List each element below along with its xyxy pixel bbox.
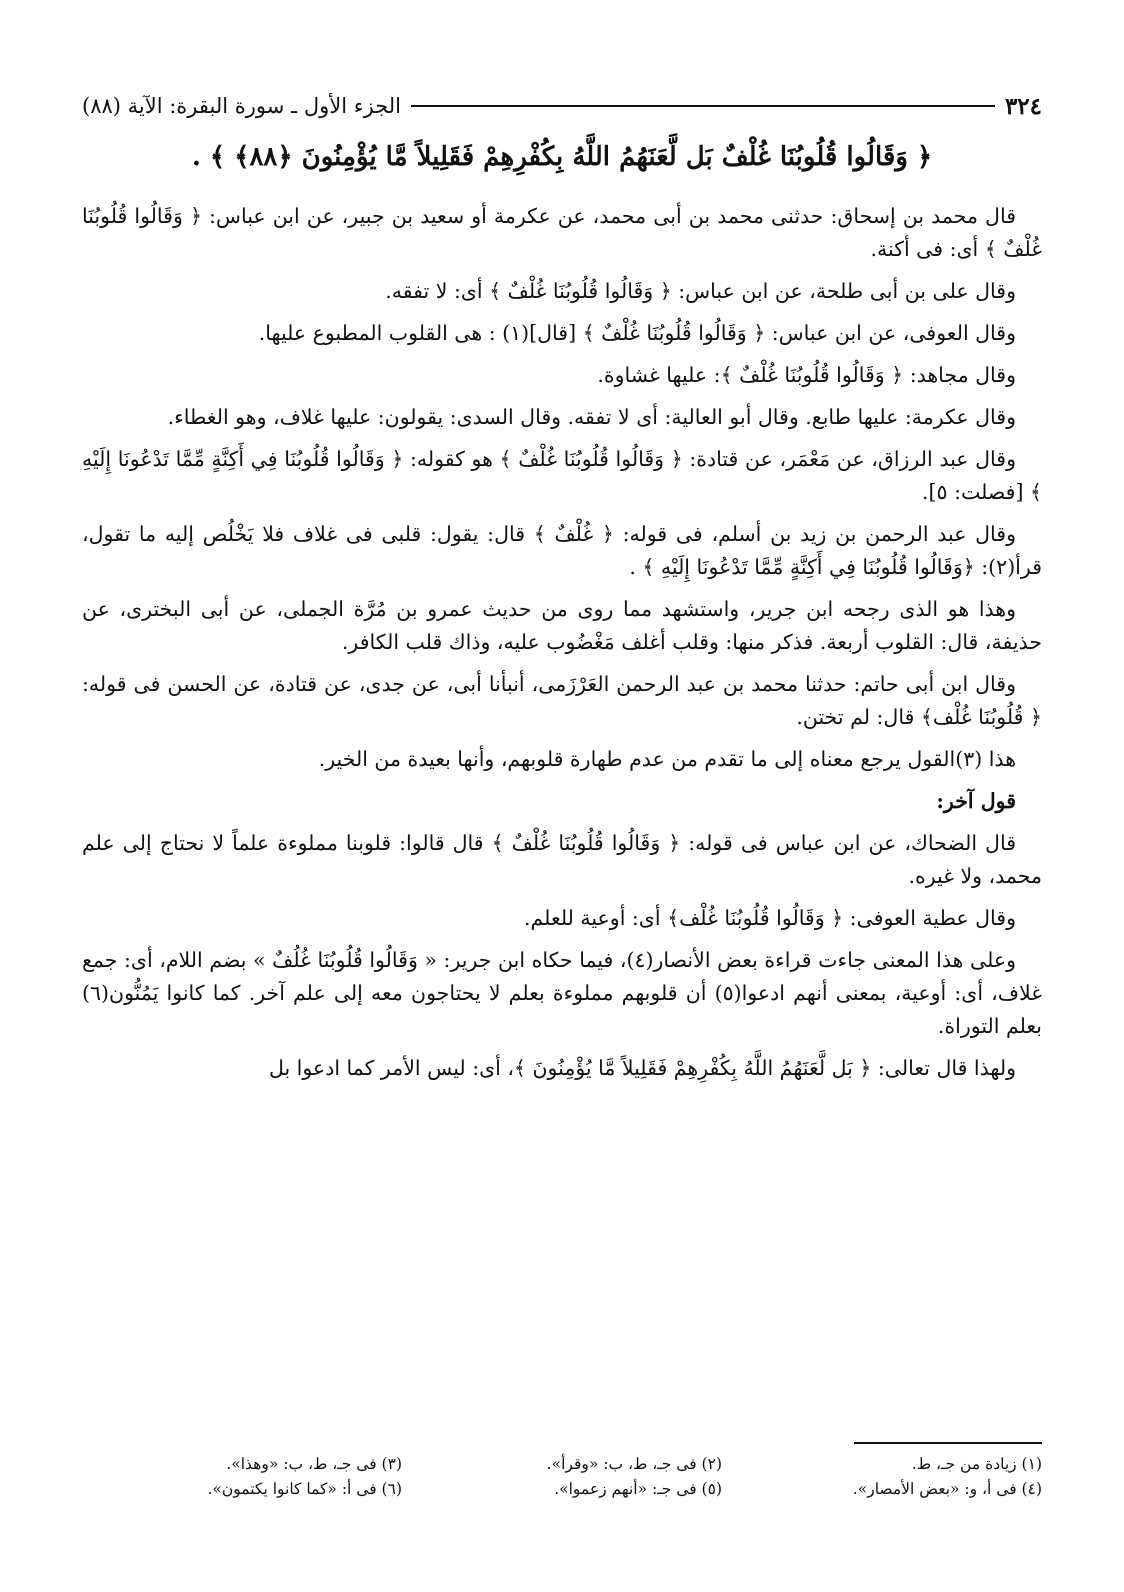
paragraph: قال الضحاك، عن ابن عباس فى قوله: ﴿ وَقَالُوا قُلُوبُنَا غُلْفٌ ﴾ قال قالوا: قلوبنا مملوءة علماً لا نحتاج إلى علم محمد، ولا غيره. xyxy=(82,831,1042,888)
running-title: الجزء الأول ـ سورة البقرة: الآية (٨٨) xyxy=(82,94,401,118)
header-rule xyxy=(411,105,995,107)
paragraph: وقال مجاهد: ﴿ وَقَالُوا قُلُوبُنَا غُلْفٌ ﴾: عليها غشاوة. xyxy=(597,363,1016,387)
paragraph: وهذا هو الذى رجحه ابن جرير، واستشهد مما روى من حديث عمرو بن مُرَّة الجملى، عن أبى البخترى، عن حذيفة، قال: القلوب أربعة. فذكر منها: وقلب أغلف مَغْضُوب عليه، وذاك قلب الكافر. xyxy=(82,597,1042,654)
footnote: (١) زيادة من جـ، ط. xyxy=(911,1455,1042,1473)
footnote-row xyxy=(82,1477,1042,1502)
paragraph: قال محمد بن إسحاق: حدثنى محمد بن أبى محمد، عن عكرمة أو سعيد بن جبير، عن ابن عباس: ﴿ وَقَالُوا قُلُوبُنَا غُلْفٌ ﴾ أى: فى أكنة. xyxy=(82,204,1042,261)
paragraph: هذا (٣)القول يرجع معناه إلى ما تقدم من عدم طهارة قلوبهم، وأنها بعيدة من الخير. xyxy=(318,747,1016,771)
main-text xyxy=(82,200,1042,1094)
verse-heading: ﴿ وَقَالُوا قُلُوبُنَا غُلْفٌ بَل لَّعَنَهُمُ اللَّهُ بِكُفْرِهِمْ فَقَلِيلاً مَّا يُؤْمِنُونَ ﴿٨٨﴾ ﴾ . xyxy=(191,142,933,172)
paragraph: ولهذا قال تعالى: ﴿ بَل لَّعَنَهُمُ اللَّهُ بِكُفْرِهِمْ فَقَلِيلاً مَّا يُؤْمِنُونَ ﴾، أى: ليس الأمر كما ادعوا بل xyxy=(268,1056,1016,1080)
section-subheading: قول آخر: xyxy=(936,789,1016,813)
footnotes xyxy=(82,1452,1042,1502)
paragraph: وعلى هذا المعنى جاءت قراءة بعض الأنصار(٤)، فيما حكاه ابن جرير: « وَقَالُوا قُلُوبُنَا غُلُفٌ » بضم اللام، أى: جمع غلاف، أى: أوعية، بمعنى أنهم ادعوا(٥) أن قلوبهم مملوءة بعلم لا يحتاجون معه إلى علم آخر. كما كانوا يَمُنُّون(٦) بعلم التوراة. xyxy=(82,948,1042,1038)
footnote: (٣) فى جـ، ط، ب: «وهذا». xyxy=(226,1455,402,1473)
paragraph: وقال على بن أبى طلحة، عن ابن عباس: ﴿ وَقَالُوا قُلُوبُنَا غُلْفٌ ﴾ أى: لا تفقه. xyxy=(385,279,1016,303)
paragraph: وقال العوفى، عن ابن عباس: ﴿ وَقَالُوا قُلُوبُنَا غُلْفٌ ﴾ [قال](١) : هى القلوب المطبوع عليها. xyxy=(258,321,1016,345)
footnote: (٢) فى جـ، ط، ب: «وقرأ». xyxy=(546,1455,722,1473)
page-number: ٣٢٤ xyxy=(1004,92,1042,120)
paragraph: وقال عبد الرحمن بن زيد بن أسلم، فى قوله: ﴿ غُلْفٌ ﴾ قال: يقول: قلبى فى غلاف فلا يَخْلُص إليه ما تقول، قرأ(٢): ﴿وَقَالُوا قُلُوبُنَا فِي أَكِنَّةٍ مِّمَّا تَدْعُونَا إِلَيْهِ ﴾ . xyxy=(82,522,1042,579)
page-header xyxy=(82,86,1042,126)
paragraph: وقال عكرمة: عليها طابع. وقال أبو العالية: أى لا تفقه. وقال السدى: يقولون: عليها غلاف، وهو الغطاء. xyxy=(167,405,1016,429)
footnote-row xyxy=(82,1452,1042,1477)
footnote: (٦) فى أ: «كما كانوا يكتمون». xyxy=(207,1480,402,1498)
footnote-rule xyxy=(854,1442,1042,1444)
paragraph: وقال عطية العوفى: ﴿ وَقَالُوا قُلُوبُنَا غُلْف﴾ أى: أوعية للعلم. xyxy=(524,906,1016,930)
footnote: (٤) فى أ، و: «بعض الأمصار». xyxy=(852,1480,1042,1498)
paragraph: وقال عبد الرزاق، عن مَعْمَر، عن قتادة: ﴿ وَقَالُوا قُلُوبُنَا غُلْفٌ ﴾ هو كقوله: ﴿ وَقَالُوا قُلُوبُنَا فِي أَكِنَّةٍ مِّمَّا تَدْعُونَا إِلَيْهِ ﴾ [فصلت: ٥]. xyxy=(82,447,1042,504)
paragraph: وقال ابن أبى حاتم: حدثنا محمد بن عبد الرحمن العَرْزَمى، أنبأنا أبى، عن جدى، عن قتادة، عن الحسن فى قوله: ﴿ قُلُوبُنَا غُلْف﴾ قال: لم تختن. xyxy=(82,672,1042,729)
footnote: (٥) فى جـ: «أنهم زعموا». xyxy=(554,1480,722,1498)
